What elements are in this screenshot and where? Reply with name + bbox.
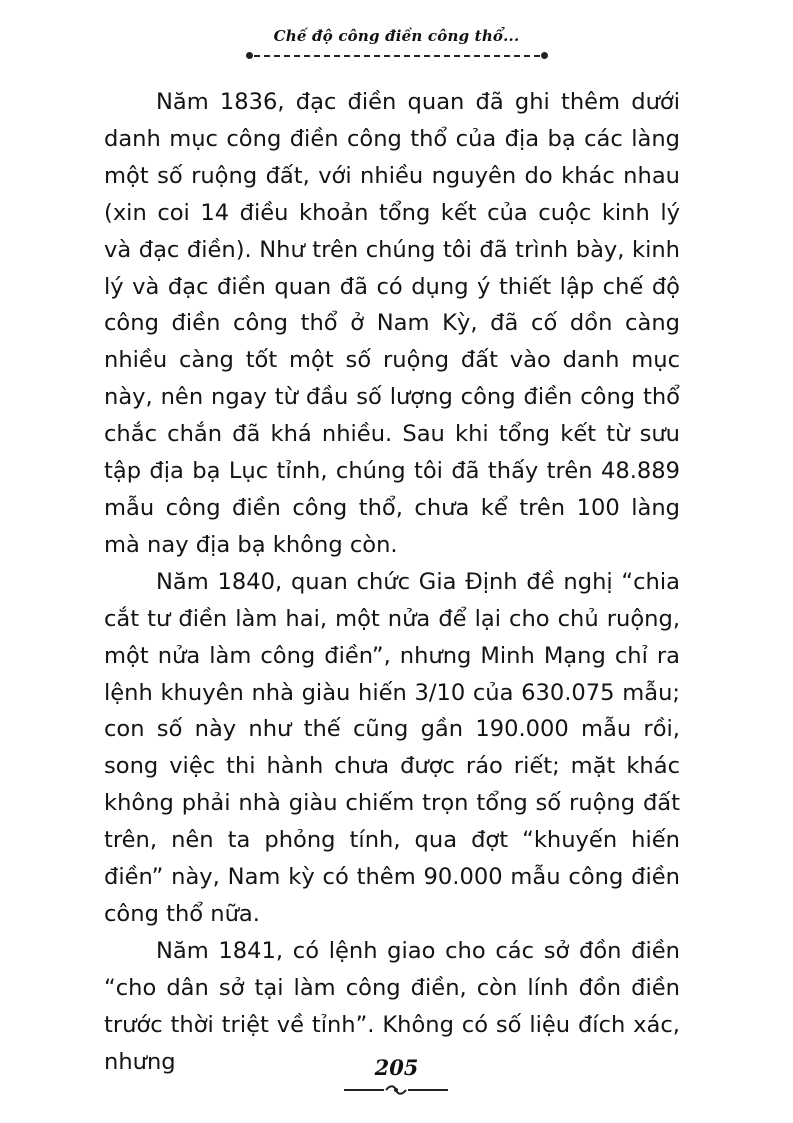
paragraph-1836: Năm 1836, đạc điền quan đã ghi thêm dưới danh mục công điền công thổ của địa bạ các làng một số ruộng đất, với nhiều nguyên do khác nhau (xin coi 14 điều khoản tổng kết của cuộc kinh lý và đạc điền). Như trên chúng tôi đã trình bày, kinh lý và đạc điền quan đã có dụng ý thiết lập chế độ công điền công thổ ở Nam Kỳ, đã cố dồn càng nhiều càng tốt một số ruộng đất vào danh mục này, nên ngay từ đầu số lượng công điền công thổ chắc chắn đã khá nhiều. Sau khi tổng kết từ sưu tập địa bạ Lục tỉnh, chúng tôi đã thấy trên 48.889 mẫu công điền công thổ, chưa kể trên 100 làng mà nay địa bạ không còn. [104,89,680,558]
paragraph-1840: Năm 1840, quan chức Gia Định đề nghị “chia cắt tư điền làm hai, một nửa để lại cho chủ ruộng, một nửa làm công điền”, nhưng Minh Mạng chỉ ra lệnh khuyên nhà giàu hiến 3/10 của 630.075 mẫu; con số này như thế cũng gần 190.000 mẫu rồi, song việc thi hành chưa được ráo riết; mặt khác không phải nhà giàu chiếm trọn tổng số ruộng đất trên, nên ta phỏng tính, qua đợt “khuyến hiến điền” này, Nam kỳ có thêm 90.000 mẫu công điền công thổ nữa. [104,568,680,927]
folio [0,1055,793,1080]
header-dashed-rule [254,55,540,57]
folio-ornament-icon [344,1085,448,1095]
running-title: Chế độ công điền công thổ... [273,27,520,45]
body-text [104,84,680,1080]
paragraph-1841: Năm 1841, có lệnh giao cho các sở đồn điền “cho dân sở tại làm công điền, còn lính đồn điền trước thời triệt về tỉnh”. Không có số liệu đích xác, nhưng [104,937,680,1075]
running-header [0,26,793,45]
page-number: 205 [374,1055,419,1080]
